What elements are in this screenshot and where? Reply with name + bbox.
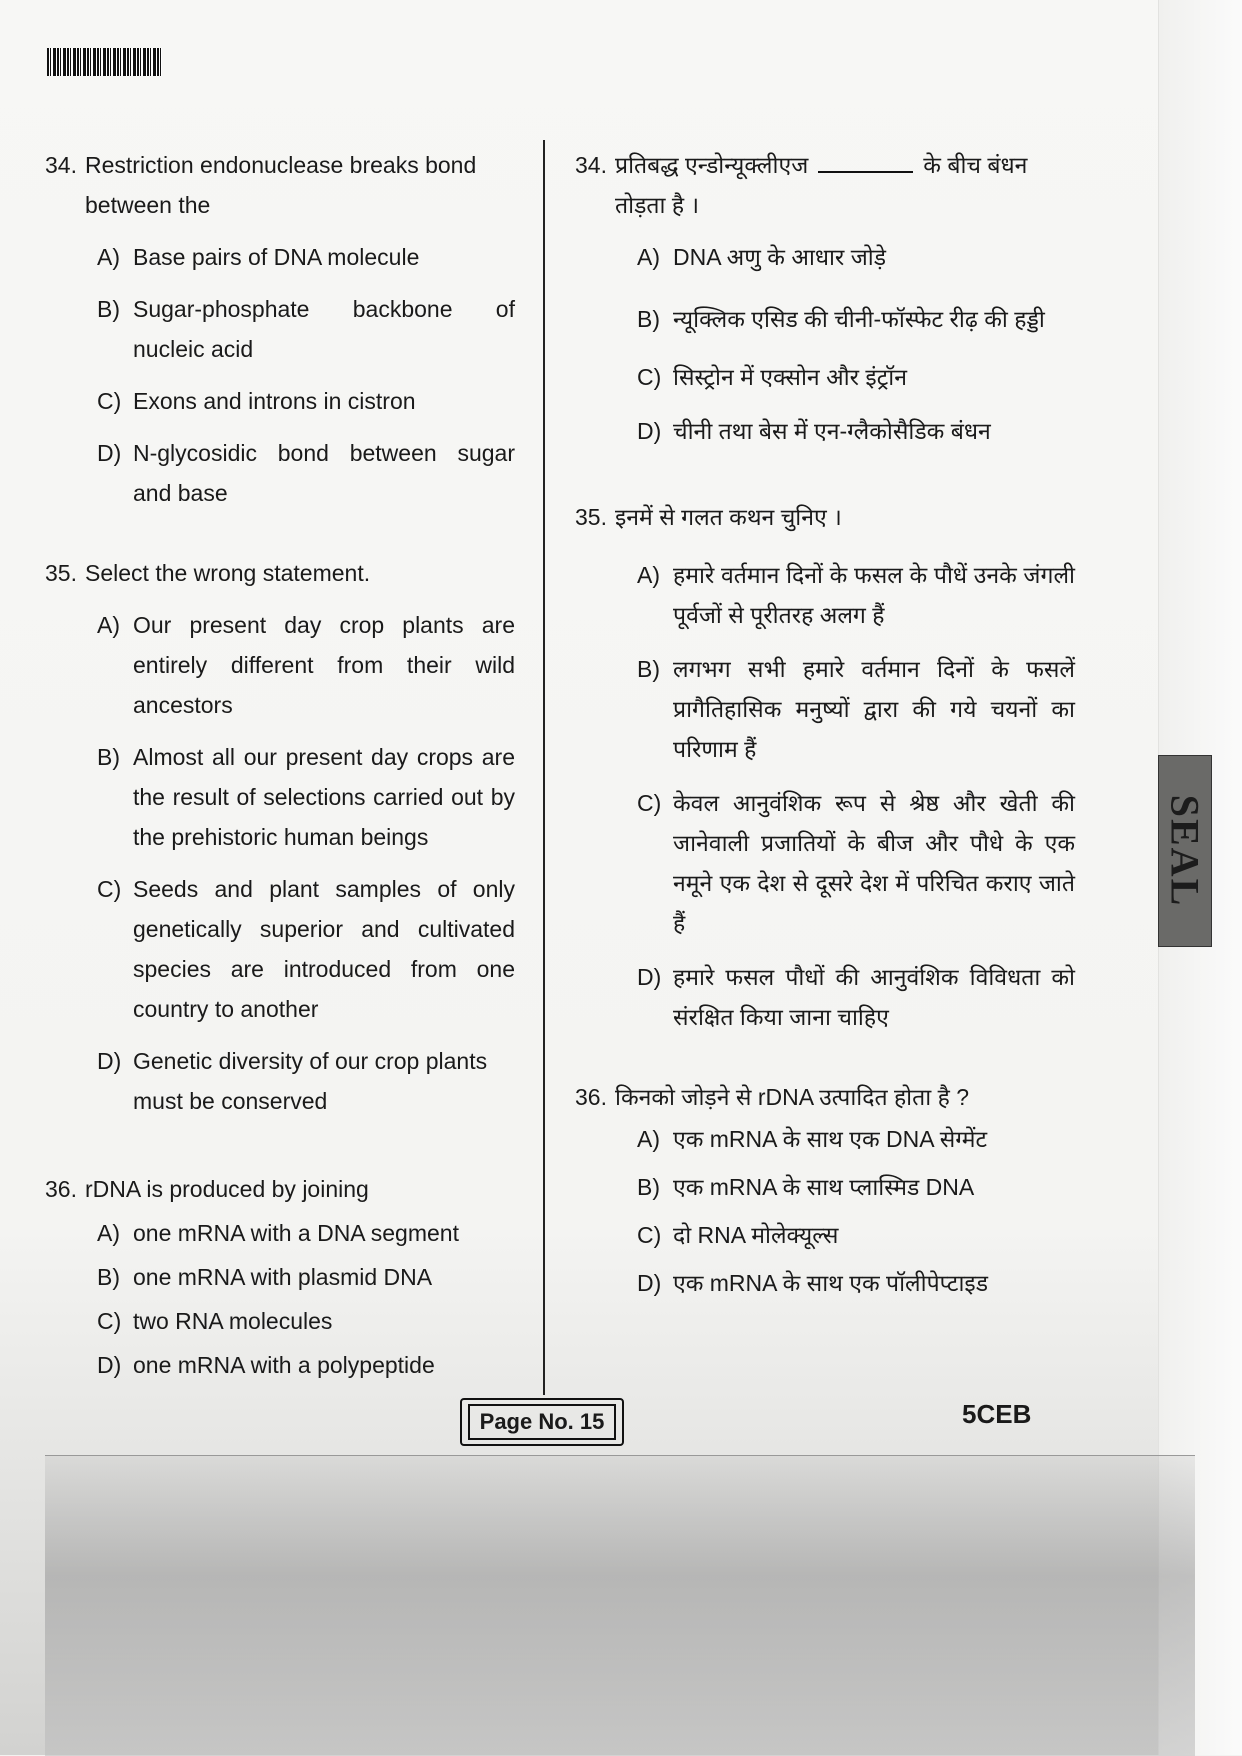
option-b: B) one mRNA with plasmid DNA (97, 1264, 433, 1290)
question-text: Restriction endonuclease breaks bond between the (85, 152, 477, 218)
option-c: C) Exons and introns in cistron (97, 388, 416, 414)
option-d: D) चीनी तथा बेस में एन-ग्लैकोसैडिक बंधन (637, 418, 991, 444)
option-b: B) लगभग सभी हमारे वर्तमान दिनों के फसलें प्रागैतिहासिक मनुष्यों द्वारा की गये चयनों का परिणाम हैं (637, 656, 1075, 762)
question-text: किनको जोड़ने से rDNA उत्पादित होता है ? (615, 1084, 969, 1110)
page-number-box (460, 1398, 624, 1446)
question-text: प्रतिबद्ध एन्डोन्यूक्लीएज के बीच बंधन तोड़ता है । (615, 145, 1075, 225)
option-b: B) एक mRNA के साथ प्लास्मिड DNA (637, 1174, 975, 1200)
question-text: Select the wrong statement. (85, 560, 371, 586)
option-b: B) Sugar-phosphate backbone of nucleic acid (97, 296, 515, 362)
hindi-column (575, 145, 1075, 1303)
scan-shadow (45, 1455, 1195, 1756)
question-36-en (45, 1169, 515, 1385)
seal-tab (1158, 755, 1212, 947)
question-text: rDNA is produced by joining (85, 1176, 369, 1202)
question-number: 34. (45, 152, 77, 178)
option-a: A) DNA अणु के आधार जोड़े (637, 244, 887, 270)
column-divider (543, 140, 545, 1395)
seal-label: SEAL (1162, 794, 1208, 908)
option-d: D) one mRNA with a polypeptide (97, 1352, 435, 1378)
option-a: A) Base pairs of DNA molecule (97, 244, 420, 270)
question-number: 35. (575, 504, 607, 530)
option-d: D) Genetic diversity of our crop plants must be conserved (97, 1048, 488, 1114)
option-c: C) दो RNA मोलेक्यूल्स (637, 1222, 839, 1248)
option-d: D) हमारे फसल पौधों की आनुवंशिक विविधता को संरक्षित किया जाना चाहिए (637, 964, 1075, 1030)
question-34-hi (575, 145, 1075, 451)
option-b: B) Almost all our present day crops are the result of selections carried out by the prehistoric human beings (97, 744, 515, 850)
question-34-en (45, 145, 515, 513)
option-b: B) न्यूक्लिक एसिड की चीनी-फॉस्फेट रीढ़ की हड्डी (637, 306, 1045, 332)
option-d: D) N-glycosidic bond between sugar and base (97, 440, 515, 506)
option-c: C) केवल आनुवंशिक रूप से श्रेष्ठ और खेती की जानेवाली प्रजातियों के बीज और पौधे के एक नमूने एक देश से दूसरे देश में परिचित कराए जाते हैं (637, 790, 1075, 936)
option-a: A) one mRNA with a DNA segment (97, 1220, 459, 1246)
english-column (45, 145, 515, 1385)
fill-blank (818, 145, 913, 173)
page-number: Page No. 15 (468, 1404, 617, 1440)
barcode (47, 48, 162, 76)
question-number: 36. (575, 1084, 607, 1110)
question-number: 36. (45, 1176, 77, 1202)
question-number: 34. (575, 152, 607, 178)
booklet-code: 5CEB (962, 1399, 1032, 1429)
question-35-en (45, 553, 515, 1121)
option-a: A) एक mRNA के साथ एक DNA सेग्मेंट (637, 1126, 988, 1152)
question-35-hi (575, 497, 1075, 1037)
question-number: 35. (45, 560, 77, 586)
option-a: A) Our present day crop plants are entirely different from their wild ancestors (97, 612, 515, 718)
option-a: A) हमारे वर्तमान दिनों के फसल के पौधें उनके जंगली पूर्वजों से पूरीतरह अलग हैं (637, 562, 1075, 628)
option-d: D) एक mRNA के साथ एक पॉलीपेप्टाइड (637, 1270, 989, 1296)
option-c: C) Seeds and plant samples of only genetically superior and cultivated species are introduced from one country to another (97, 876, 515, 1022)
option-c: C) two RNA molecules (97, 1308, 333, 1334)
option-c: C) सिस्ट्रोन में एक्सोन और इंट्रॉन (637, 364, 908, 390)
question-36-hi (575, 1077, 1075, 1303)
question-text: इनमें से गलत कथन चुनिए । (615, 504, 842, 530)
